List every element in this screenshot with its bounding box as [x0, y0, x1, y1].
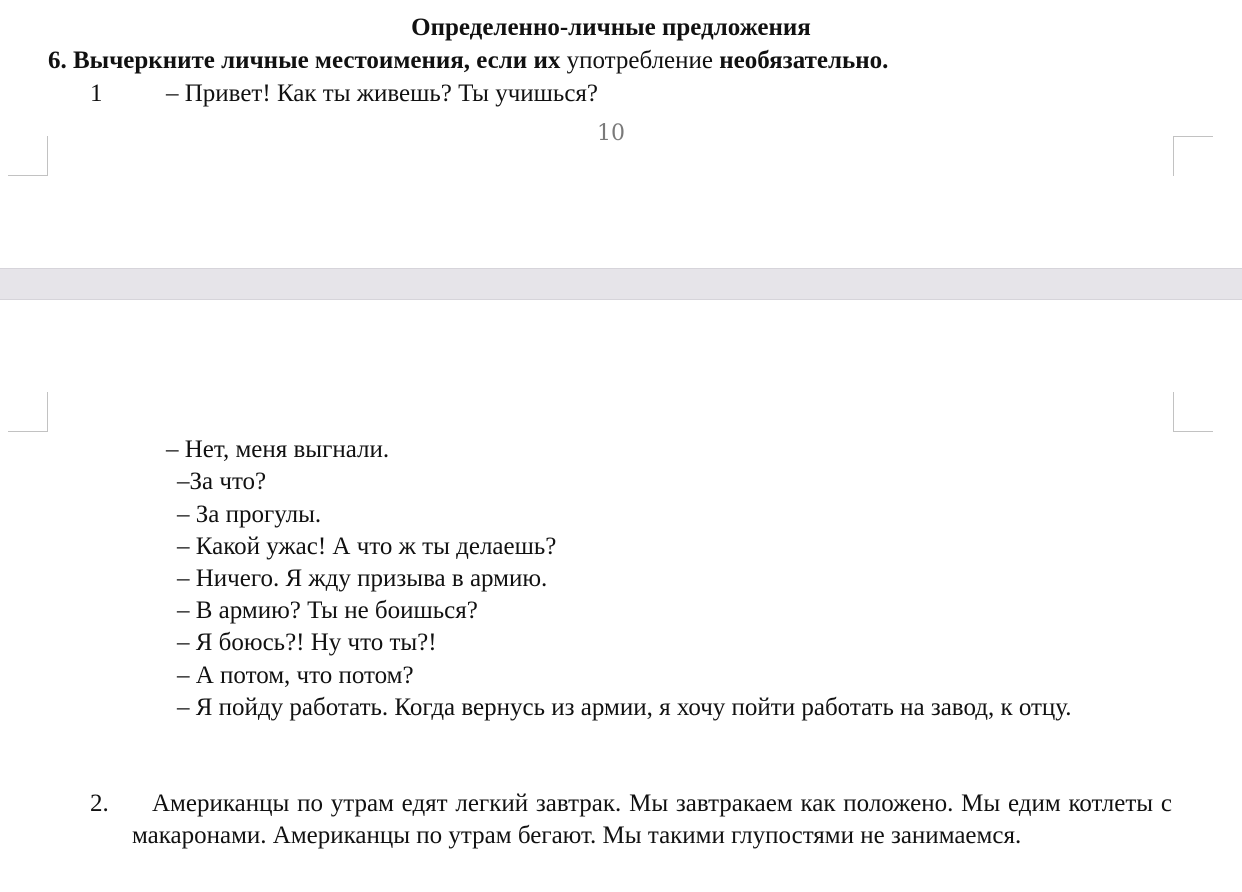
- dialogue-line: – Я боюсь?! Ну что ты?!: [177, 629, 437, 656]
- crop-mark-top-left: [8, 136, 48, 176]
- dialogue-line: – Ничего. Я жду призыва в армию.: [177, 565, 548, 592]
- paragraph-item-2: Американцы по утрам едят легкий завтрак. Мы завтракаем как положено. Мы едим котлеты с макаронами. Американцы по утрам бегают. Мы такими глупостями не занимаемся.: [132, 790, 1172, 849]
- crop-mark-bottom-right: [1173, 392, 1213, 432]
- dialogue-line-last: – Я пойду работать. Когда вернусь из армии, я хочу пойти работать на завод, к отцу.: [177, 694, 1072, 721]
- list-number-1: 1: [90, 80, 103, 107]
- task-heading-normal-part: употребление: [560, 47, 720, 74]
- crop-mark-bottom-left: [8, 392, 48, 432]
- dialogue-line: – А потом, что потом?: [177, 662, 414, 689]
- task-heading: [48, 45, 888, 77]
- page-separator: [0, 268, 1242, 300]
- page-number: 10: [597, 121, 625, 146]
- dialogue-line: –За что?: [177, 468, 267, 495]
- dialogue-line: – Какой ужас! А что ж ты делаешь?: [177, 533, 557, 560]
- dialogue-line: – Нет, меня выгнали.: [166, 436, 390, 463]
- crop-mark-top-right: [1173, 136, 1213, 176]
- dialogue-line: – За прогулы.: [177, 501, 322, 528]
- document-title: Определенно-личные предложения: [411, 14, 811, 41]
- dialogue-line-first: – Привет! Как ты живешь? Ты учишься?: [166, 80, 599, 107]
- dialogue-line: – В армию? Ты не боишься?: [177, 597, 478, 624]
- task-heading-bold-part: 6. Вычеркните личные местоимения, если их: [48, 47, 561, 74]
- list-number-2: 2.: [90, 790, 109, 817]
- task-heading-bold-end: необязательно.: [719, 47, 889, 74]
